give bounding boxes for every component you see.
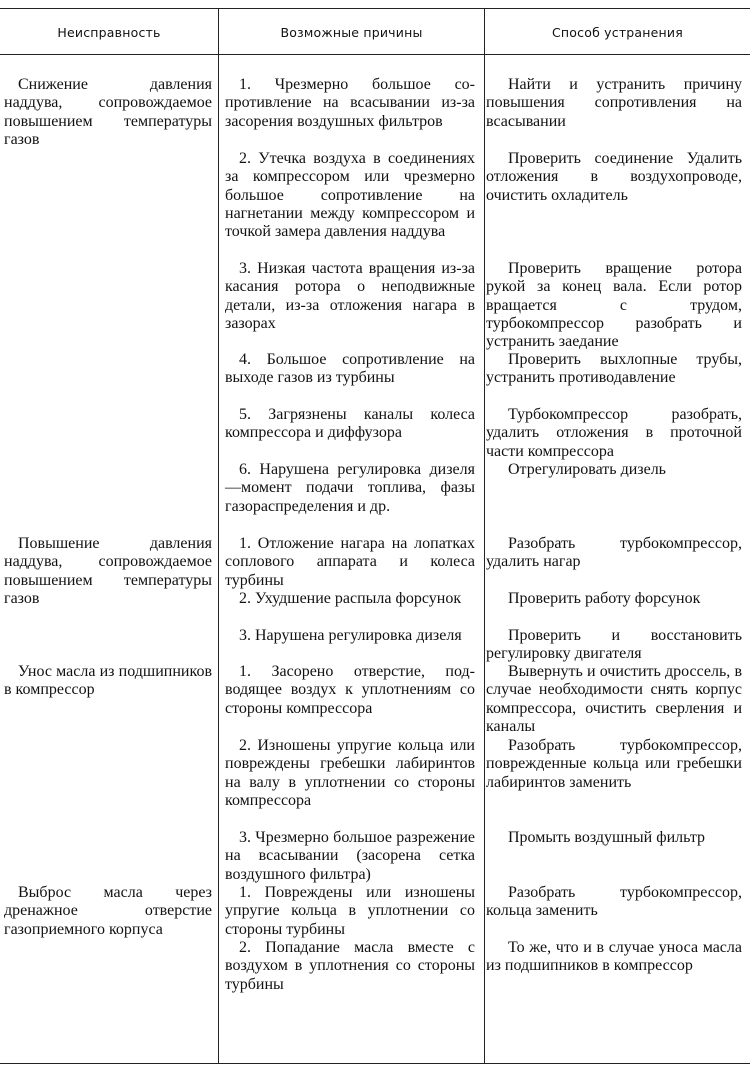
header-rule — [0, 54, 750, 55]
top-rule — [0, 8, 750, 9]
cause-cell: 1. Чрезмерно большое сопротивление на всасывании из-за засорения воздушных фильтров — [225, 76, 475, 130]
header-fault: Неисправность — [57, 25, 161, 40]
header-causes: Возможные причины — [280, 25, 423, 40]
cause-cell: 1. Повреждены или изношены упругие кольца в уплотнении со стороны турбины — [225, 884, 475, 938]
remedy-cell: Турбокомпрессор разобрать, удалить отложения в проточной части компрессора — [486, 406, 742, 460]
remedy-cell: Проверить работу форсунок — [508, 590, 701, 607]
cause-cell: 3. Чрезмерно большое разрежение на всасывании (засорена сетка воздушного фильтра) — [225, 829, 475, 883]
cause-cell: 4. Большое сопротивление на выходе газов из турбины — [225, 351, 475, 387]
column-divider-1 — [218, 8, 219, 1064]
fault-cell: Снижение давления наддува, сопровождаемое повышением температуры газов — [4, 76, 212, 148]
remedy-cell: То же, что и в случае уноса масла из подшипников в компрессор — [486, 939, 742, 975]
fault-cell: Повышение давления наддува, сопровождаемое повышением температуры газов — [4, 535, 212, 607]
fault-cell: Унос масла из подшипников в компрессор — [4, 663, 212, 699]
remedy-cell: Промыть воздушный фильтр — [508, 829, 706, 846]
cause-cell: 1. Засорено отверстие, подводящее воздух к уплотнениям со стороны компрессора — [225, 663, 475, 717]
cause-cell: 6. Нарушена регулировка дизеля—момент подачи топлива, фазы газораспределения и др. — [225, 461, 475, 515]
remedy-cell: Проверить вращение ротора рукой за конец вала. Если ротор вращается с трудом, турбокомпрессор разобрать и устранить заедание — [486, 260, 742, 351]
cause-cell: 5. Загрязнены каналы колеса компрессора и диффузора — [225, 406, 475, 442]
bottom-rule — [0, 1063, 750, 1064]
column-divider-2 — [484, 8, 485, 1064]
cause-cell: 3. Низкая частота вращения из-за касания ротора о неподвижные детали, из-за отложения нагара в зазорах — [225, 260, 475, 332]
remedy-cell: Разобрать турбокомпрессор, удалить нагар — [486, 535, 742, 571]
fault-cell: Выброс масла через дренажное отверстие газоприемного корпуса — [4, 884, 212, 938]
remedy-cell: Отрегулировать дизель — [508, 461, 666, 478]
remedy-cell: Проверить соединение Удалить отложения в воздухопроводе, очистить охладитель — [486, 150, 742, 204]
remedy-cell: Проверить выхлопные трубы, устранить противодавление — [486, 351, 742, 387]
remedy-cell: Разобрать турбокомпрессор, кольца заменить — [486, 884, 742, 920]
header-remedy: Способ устранения — [552, 25, 683, 40]
remedy-cell: Вывернуть и очистить дроссель, в случае необходимости снять корпус компрессора, очистить сверления и каналы — [486, 663, 742, 735]
cause-cell: 2. Изношены упругие кольца или повреждены гребешки лабиринтов на валу в уплотнении со стороны компрессора — [225, 737, 475, 809]
cause-cell: 3. Нарушена регулировка дизеля — [239, 627, 462, 644]
cause-cell: 2. Попадание масла вместе с воздухом в уплотнения со стороны турбины — [225, 939, 475, 993]
cause-cell: 2. Ухудшение распыла форсунок — [239, 590, 462, 607]
remedy-cell: Найти и устранить причину повышения сопротивления на всасывании — [486, 76, 742, 130]
remedy-cell: Разобрать турбокомпрессор, поврежденные кольца или гребешки лабиринтов заменить — [486, 737, 742, 791]
remedy-cell: Проверить и восстановить регулировку двигателя — [486, 627, 742, 663]
cause-cell: 2. Утечка воздуха в соединениях за компрессором или чрезмерно большое сопротивление на нагнетании между компрессором и точкой замера давления наддува — [225, 150, 475, 241]
cause-cell: 1. Отложение нагара на лопатках соплового аппарата и колеса турбины — [225, 535, 475, 589]
